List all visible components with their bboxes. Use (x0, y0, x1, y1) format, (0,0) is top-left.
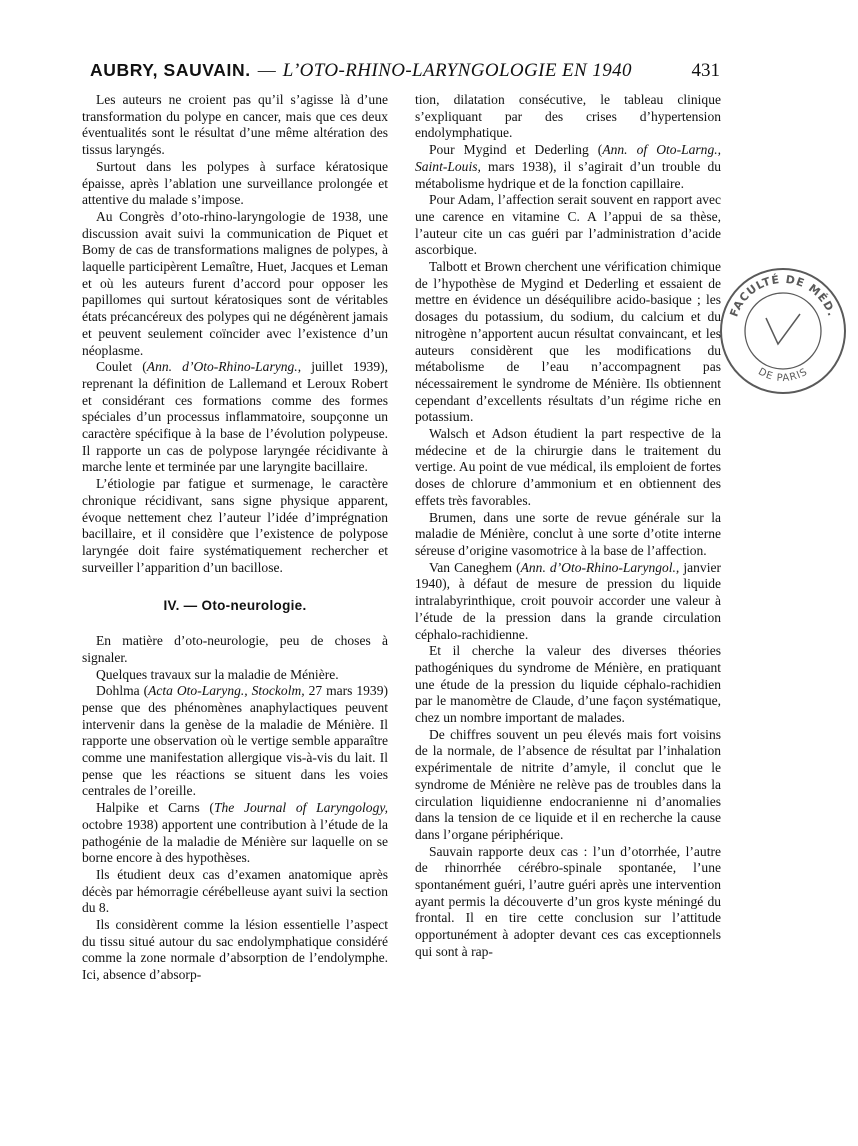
paragraph: Brumen, dans une sorte de revue générale sur la maladie de Ménière, conclut à une sorte d’otite interne séreuse d’origine vasomotrice à la base de l’affection. (415, 509, 721, 558)
paragraph-text: , juillet 1939), reprenant la définition de Lallemand et Leroux Robert et considérant ces formations comme des formes spéciales d’un processus inflammatoire, soupçonne un caractère spécifique à la base de l’évolution polypeuse. Il rapporte un cas de polypose laryngée récidivante à marche lente et terminée par une laryngite bacillaire. (82, 359, 388, 475)
running-header (90, 60, 720, 86)
header-dash: — (257, 60, 276, 80)
paragraph: Au Congrès d’oto-rhino-laryngologie de 1938, une discussion avait suivi la communication de Piquet et Bomy de cas de transformations malignes de polypes, à laquelle participèrent Lemaître, Huet, Jacques et Leman et où les auteurs furent d’accord pour opposer les papillomes qui surtout kératosiques sont de véritables états précancéreux des polypes qui ne dégénèrent jamais et peuvent seulement coïncider avec l’existence d’un néoplasme. (82, 208, 388, 358)
paragraph: Ils considèrent comme la lésion essentielle l’aspect du tissu situé autour du sac endolymphatique considéré comme la zone normale d’absorption de l’endolymphe. Ici, absence d’absorp- (82, 917, 388, 983)
paragraph (82, 683, 388, 800)
paragraph: Quelques travaux sur la maladie de Ménière. (96, 666, 339, 682)
section-heading: IV. — Oto-neurologie. (163, 598, 307, 614)
paragraph: Surtout dans les polypes à surface kératosique épaisse, après l’ablation une surveillance prolongée et attentive du malade s’impose. (82, 158, 388, 208)
stamp-text-top: FACULTÉ DE MÉD. (727, 272, 839, 319)
journal-reference: Acta Oto-Laryng., Stockolm, (148, 683, 305, 699)
paragraph-text: Van Caneghem ( (429, 559, 521, 575)
paragraph: De chiffres souvent un peu élevés mais fort voisins de la normale, de l’absence de résultat par l’inhalation expérimentale de nitrite d’amyle, il conclut que le syndrome de Ménière ne relève pas de troubles dans la circulation liquidienne endocranienne ni d’anomalies dans la tension de ce liquide et il en recherche la cause dans l’organe périphérique. (415, 726, 721, 842)
paragraph-text: 27 mars 1939) pense que des phénomènes anaphylactiques peuvent intervenir dans la genèse de la maladie de Ménière. Il rapporte une observation où le vertige semble apparaître comme une manifestation allergique vis-à-vis du lait. Il pense que les réactions se situent dans les voies centrales de l’oreille. (82, 683, 388, 799)
paragraph: tion, dilatation consécutive, le tableau clinique s’expliquant par des crises d’hypertension endolymphatique. (415, 92, 721, 141)
paragraph-text: Pour Mygind et Dederling ( (429, 142, 603, 158)
paragraph (82, 800, 388, 867)
header-title-text: L’OTO-RHINO-LARYNGOLOGIE EN (282, 60, 588, 81)
paragraph: Les auteurs ne croient pas qu’il s’agisse là d’une transformation du polype en cancer, mais que ces deux éventualités sont le résultat d’une même altération des tissus laryngés. (82, 92, 388, 158)
journal-reference: Ann. d’Oto-Rhino-Laryngol., (520, 559, 680, 575)
paragraph (82, 359, 388, 476)
paragraph-text: Coulet ( (96, 359, 147, 375)
paragraph-text: mars 1938), il s’agirait d’un trouble du métabolisme hydrique et de la fonction capillaire. (415, 158, 721, 191)
paragraph: Ils étudient deux cas d’examen anatomique après décès par hémorragie cérébelleuse ayant suivi la section du 8. (82, 866, 388, 916)
paragraph: Talbott et Brown cherchent une vérification chimique de l’hypothèse de Mygind et Dederling et essaient de mettre en évidence un déséquilibre acido-basique ; les dosages du potassium, du sodium, du calcium et du nitrogène n’apportent aucun résultat convaincant, et les auteurs considèrent que les modifications du métabolisme de l’eau n’accompagnent pas nécessairement le syndrome de Ménière. Ils obtiennent cependant d’excellents résultats d’un régime riche en potassium. (415, 259, 721, 425)
journal-reference: The Journal of Laryngology, (213, 800, 388, 816)
paragraph-text: janvier 1940), à défaut de mesure de pression du liquide intralabyrinthique, croit pouvoir accorder une valeur à l’étude de la pression dans la grande circulation céphalo-rachidienne. (415, 559, 721, 642)
journal-reference: Ann. of Oto-Larng., Saint-Louis, (415, 142, 721, 174)
paragraph (415, 560, 721, 644)
paragraph: En matière d’oto-neurologie, peu de choses à signaler. (82, 633, 388, 665)
paragraph: Sauvain rapporte deux cas : l’un d’otorrhée, l’autre de rhinorrhée cérébro-spinale spontanée, l’une spontanément guéri, l’autre guéri après une intervention ayant permis la découverte d’un gros kyste méningé du frontal. Il en tire cette conclusion sur l’attitude opportunément à adopter devant ces cas exceptionnels qui sont à rap- (415, 843, 721, 959)
paragraph-text: Dohlma ( (96, 683, 149, 699)
paragraph: L’étiologie par fatigue et surmenage, le caractère chronique récidivant, sans signe physique apparent, évoque nettement chez l’auteur l’idée d’imprégnation bacillaire, et il considère que l’existence de polypose laryngée doit faire systématiquement rechercher et surveiller l’apparition d’un bacillose. (82, 476, 388, 575)
library-stamp (708, 256, 839, 406)
paragraph-text: Halpike et Carns ( (96, 800, 214, 816)
paragraph: Pour Adam, l’affection serait souvent en rapport avec une carence en vitamine C. A l’appui de sa thèse, l’auteur cite un cas guéri par l’administration d’acide ascorbique. (415, 192, 721, 258)
header-title (283, 60, 632, 82)
paragraph (415, 142, 721, 192)
paragraph: Et il cherche la valeur des diverses théories pathogéniques du syndrome de Ménière, en pratiquant une étude de la pression du liquide céphalo-rachidien par le manomètre de Claude, d’une façon systématique, chez un nombre important de malades. (415, 643, 721, 726)
svg-text:FACULTÉ DE MÉD. (727, 273, 838, 319)
paragraph-text: octobre 1938) apportent une contribution à l’étude de la pathogénie de la maladie de Ménière sur laquelle on se borne encore à des hypothèses. (82, 816, 388, 866)
stamp-text-bottom: DE PARIS (756, 366, 810, 385)
header-year: 1940 (592, 60, 632, 81)
paragraph: Walsch et Adson étudient la part respective de la médecine et de la chirurgie dans le traitement du vertige. Au point de vue médical, ils emploient de fortes doses de chlorure d’ammonium et en obtiennent des effets très favorables. (415, 426, 721, 508)
header-authors: AUBRY, SAUVAIN. (90, 60, 251, 80)
left-column (82, 92, 388, 984)
library-seal-icon (708, 256, 858, 406)
journal-reference: Ann. d’Oto-Rhino-Laryng. (146, 359, 298, 375)
right-column (415, 92, 721, 961)
page-number: 431 (691, 60, 720, 81)
